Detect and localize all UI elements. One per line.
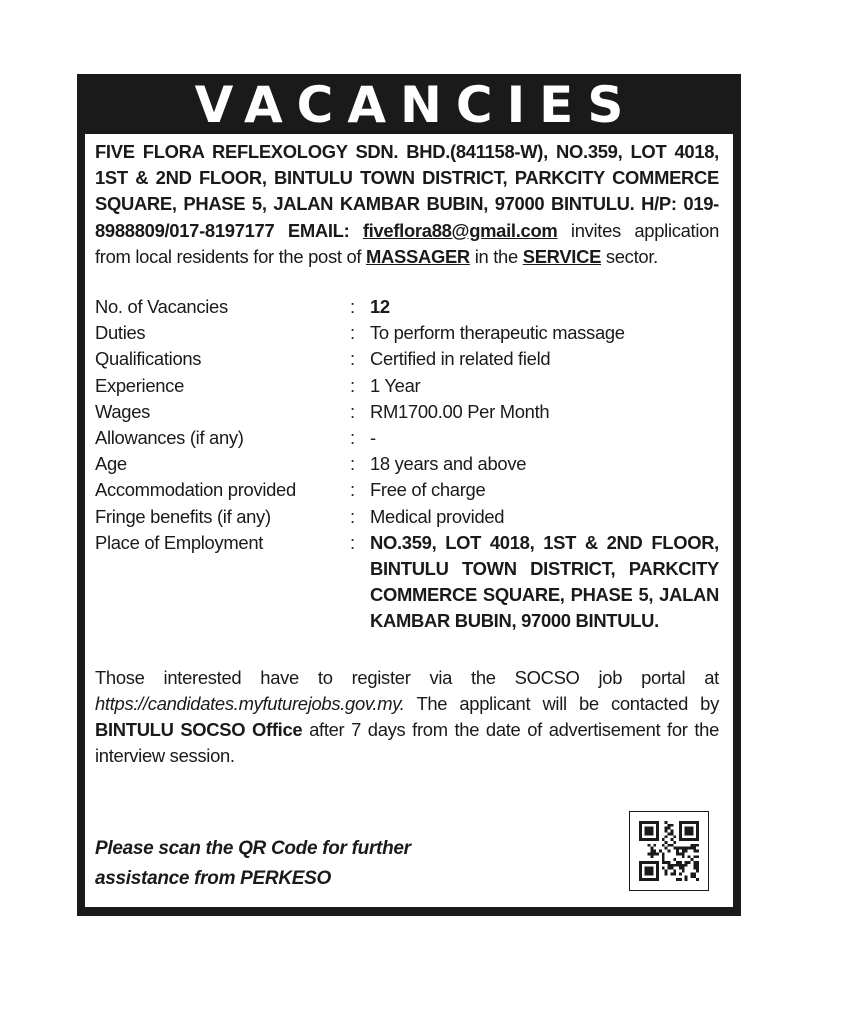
qr-code-graphic (639, 821, 699, 881)
detail-colon: : (350, 322, 355, 344)
intro-text-in-the: in the (474, 245, 518, 267)
detail-colon: : (350, 479, 355, 501)
detail-colon: : (350, 374, 355, 396)
detail-colon: : (350, 427, 355, 449)
detail-colon: : (350, 348, 355, 370)
detail-row-age (95, 451, 719, 477)
detail-value: 12 (370, 296, 390, 318)
detail-value: 1 Year (370, 374, 421, 396)
detail-value: Medical provided (370, 505, 505, 527)
detail-label: Qualifications (95, 348, 202, 370)
detail-row-allowances (95, 425, 719, 451)
intro-text-sector: sector. (605, 245, 658, 267)
register-text-contact: The applicant will be contacted by (416, 692, 719, 714)
detail-row-experience (95, 373, 719, 399)
socso-office-name: BINTULU SOCSO Office (95, 719, 303, 741)
detail-colon: : (350, 453, 355, 475)
detail-label: Duties (95, 322, 146, 344)
qr-code-icon (629, 811, 709, 891)
detail-row-qualifications (95, 346, 719, 372)
detail-value: NO.359, LOT 4018, 1ST & 2ND FLOOR, BINTULU TOWN DISTRICT, PARKCITY COMMERCE SQUARE, PHASE 5, JALAN KAMBAR BUBIN, 97000 BINTULU. (370, 531, 719, 632)
detail-row-wages (95, 399, 719, 425)
register-text-interview: after 7 days from the date of advertisement for the interview session. (95, 719, 720, 767)
detail-colon: : (350, 400, 355, 422)
detail-value: Certified in related field (370, 348, 551, 370)
detail-colon: : (350, 505, 355, 527)
detail-row-accommodation (95, 477, 719, 503)
qr-instruction: Please scan the QR Code for further assistance from PERKESO (95, 838, 411, 889)
socso-portal-url: https://candidates.myfuturejobs.gov.my. (95, 692, 405, 714)
detail-label: Allowances (if any) (95, 427, 244, 449)
detail-colon: : (350, 531, 355, 553)
detail-label: Experience (95, 374, 185, 396)
detail-value: 18 years and above (370, 453, 527, 475)
detail-row-place-of-employment (95, 530, 719, 635)
register-text: Those interested have to register via the SOCSO job portal at (95, 666, 719, 688)
detail-row-vacancies (95, 294, 719, 320)
detail-value: RM1700.00 Per Month (370, 400, 550, 422)
ad-body (85, 134, 733, 907)
detail-label: Age (95, 453, 127, 475)
detail-label: No. of Vacancies (95, 296, 228, 318)
detail-label: Accommodation provided (95, 479, 296, 501)
job-details-list (95, 294, 719, 635)
vacancy-advertisement (77, 74, 741, 916)
detail-value: To perform therapeutic massage (370, 322, 625, 344)
detail-row-duties (95, 320, 719, 346)
intro-text: invites application from local residents for the post of (95, 219, 720, 267)
intro-paragraph (95, 134, 719, 270)
detail-label: Fringe benefits (if any) (95, 505, 271, 527)
detail-colon: : (350, 296, 355, 318)
company-name-address: FIVE FLORA REFLEXOLOGY SDN. BHD.(841158-W), NO.359, LOT 4018, 1ST & 2ND FLOOR, BINTULU TOWN DISTRICT, PARKCITY COMMERCE SQUARE, PHASE 5, JALAN KAMBAR BUBIN, 97000 BINTULU. H/P: 019-8988809/017-8197177 EMAIL: (95, 141, 719, 241)
detail-row-fringe-benefits (95, 504, 719, 530)
detail-value: Free of charge (370, 479, 486, 501)
company-email: fiveflora88@gmail.com (362, 219, 558, 241)
registration-paragraph (95, 665, 719, 770)
sector-name: SERVICE (522, 245, 602, 267)
post-title: MASSAGER (366, 245, 470, 267)
detail-label: Place of Employment (95, 531, 264, 553)
detail-value: - (370, 427, 376, 449)
detail-label: Wages (95, 400, 151, 422)
ad-title: VACANCIES (194, 76, 638, 134)
